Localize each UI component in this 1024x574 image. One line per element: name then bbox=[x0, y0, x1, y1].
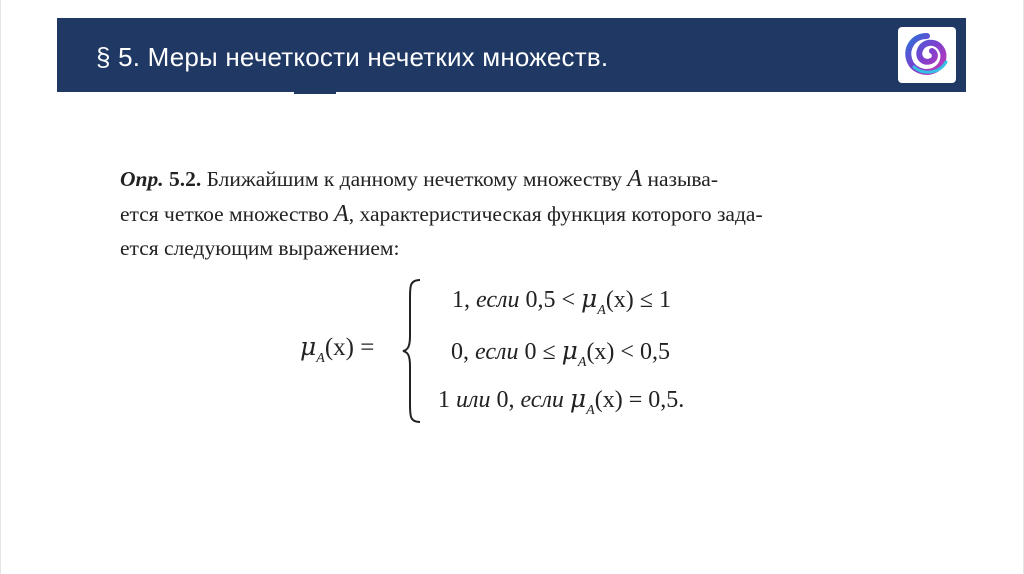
formula-arg: (x) = bbox=[324, 334, 375, 361]
definition-text-1-end: называ- bbox=[647, 167, 718, 191]
logo bbox=[898, 27, 956, 83]
case-3-zero: 0, bbox=[496, 387, 515, 413]
definition-line-1 bbox=[120, 166, 920, 193]
case-1-word: если bbox=[476, 287, 520, 313]
mu-subscript: A bbox=[586, 403, 595, 418]
mu-symbol: μ bbox=[569, 384, 587, 413]
case-2 bbox=[451, 336, 670, 371]
case-3 bbox=[438, 384, 684, 419]
definition-number: 5.2. bbox=[168, 167, 202, 191]
slide-title: § 5. Меры нечеткости нечетких множеств. bbox=[96, 42, 609, 72]
piecewise-formula bbox=[300, 278, 820, 428]
definition-text-1: Ближайшим к данному нечеткому множеству bbox=[206, 167, 623, 191]
mu-subscript: A bbox=[316, 351, 325, 366]
spiral-logo-icon bbox=[901, 30, 953, 80]
set-symbol: A bbox=[334, 201, 349, 227]
definition-label: Опр. bbox=[120, 167, 164, 191]
mu-symbol: μ bbox=[581, 284, 598, 313]
definition-line-3 bbox=[120, 236, 920, 261]
definition-text-2-end: , характеристическая функция которого зада- bbox=[348, 202, 763, 226]
case-3-word: если bbox=[520, 387, 564, 413]
definition-text-3: ется следующим выражением: bbox=[120, 236, 400, 260]
left-brace bbox=[400, 278, 424, 424]
case-3-cond-end: (x) = 0,5. bbox=[594, 387, 685, 413]
case-2-value: 0, bbox=[451, 339, 469, 365]
case-1 bbox=[452, 284, 671, 319]
definition-text-2: ется четкое множество bbox=[120, 202, 329, 226]
case-1-cond-start: 0,5 < bbox=[525, 287, 575, 313]
mu-symbol: μ bbox=[561, 336, 578, 365]
case-2-cond-start: 0 ≤ bbox=[524, 339, 556, 365]
case-1-cond-end: (x) ≤ 1 bbox=[605, 287, 671, 313]
set-symbol: A bbox=[627, 166, 643, 192]
case-2-word: если bbox=[475, 339, 519, 365]
case-3-or: или bbox=[456, 387, 491, 413]
header-underline bbox=[294, 92, 336, 94]
mu-subscript: A bbox=[597, 303, 606, 318]
mu-symbol: μ bbox=[300, 332, 317, 361]
mu-subscript: A bbox=[577, 355, 587, 370]
formula-lhs bbox=[300, 332, 374, 367]
definition-line-2 bbox=[120, 201, 920, 228]
case-3-value: 1 bbox=[438, 387, 450, 413]
case-1-value: 1, bbox=[452, 287, 470, 313]
case-2-cond-end: (x) < 0,5 bbox=[586, 339, 670, 365]
